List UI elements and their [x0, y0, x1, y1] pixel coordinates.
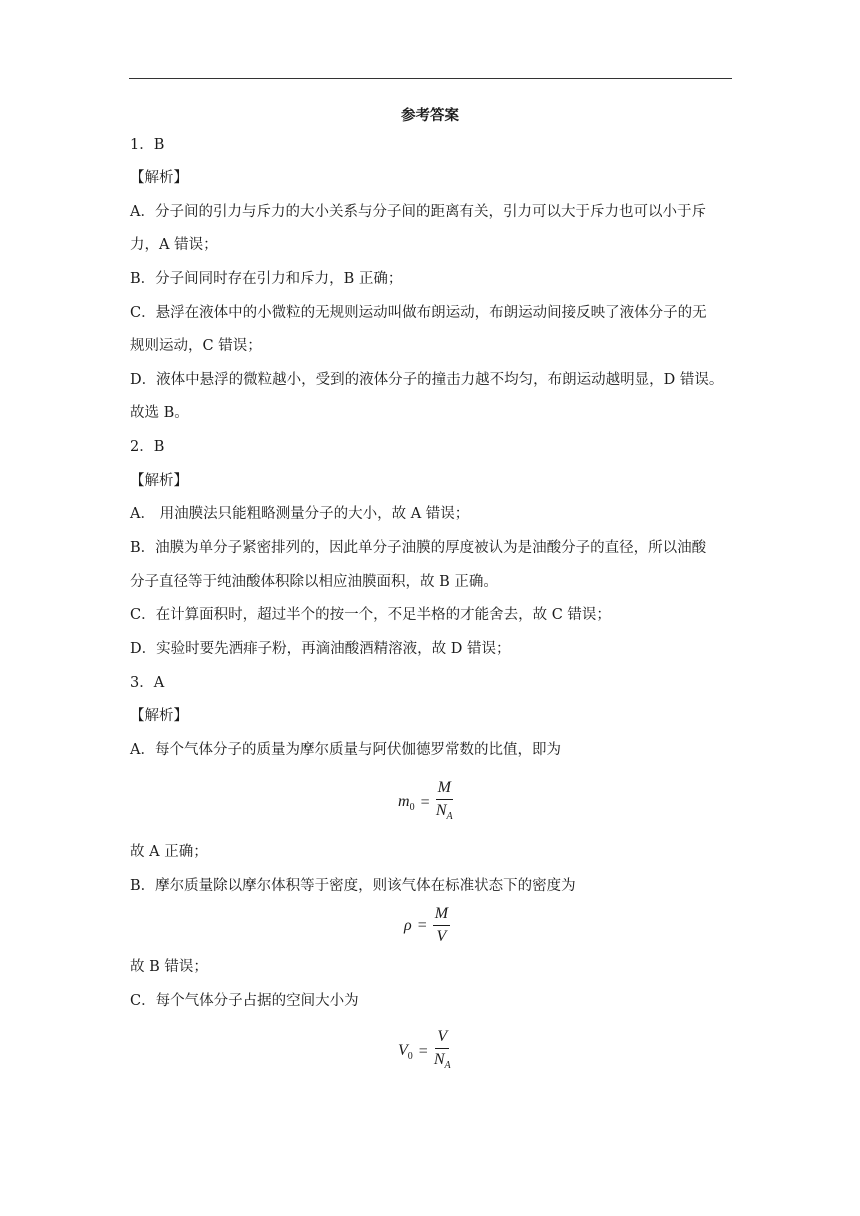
text-line: D．实验时要先洒痱子粉，再滴油酸酒精溶液，故 D 错误； — [130, 641, 511, 657]
text-line: B．油膜为单分子紧密排列的，因此单分子油膜的厚度被认为是油酸分子的直径，所以油酸 — [130, 540, 707, 556]
analysis-label: 【解析】 — [130, 708, 188, 724]
equation-density — [404, 904, 450, 947]
equation-lhs: $V_0$ — [398, 1041, 413, 1062]
equals-sign: = — [418, 1042, 428, 1060]
fraction — [433, 904, 450, 947]
denominator: $N_A$ — [433, 1051, 451, 1072]
text-line: C．在计算面积时，超过半个的按一个，不足半格的才能舍去，故 C 错误； — [130, 607, 611, 623]
equals-sign: = — [420, 793, 430, 811]
text-line: 分子直径等于纯油酸体积除以相应油膜面积，故 B 正确。 — [130, 574, 498, 590]
analysis-label: 【解析】 — [130, 170, 188, 186]
numerator: M — [433, 904, 450, 926]
fraction — [436, 778, 453, 827]
text-line: 故 B 错误； — [130, 959, 208, 975]
answer-3-heading: 3．A — [130, 675, 165, 691]
page-title: 参考答案 — [401, 108, 459, 124]
header-rule — [129, 78, 732, 79]
text-line: A．每个气体分子的质量为摩尔质量与阿伏伽德罗常数的比值，即为 — [130, 742, 561, 758]
text-line: 力，A 错误； — [130, 237, 218, 253]
text-line: 故 A 正确； — [130, 844, 208, 860]
numerator: M — [436, 778, 453, 800]
text-line: C．悬浮在液体中的小微粒的无规则运动叫做布朗运动，布朗运动间接反映了液体分子的无 — [130, 305, 707, 321]
text-line: 规则运动，C 错误； — [130, 338, 262, 354]
denominator: $N_A$ — [435, 802, 453, 823]
equals-sign: = — [417, 916, 427, 934]
text-line: A． 用油膜法只能粗略测量分子的大小，故 A 错误； — [130, 506, 470, 522]
equation-molecular-mass — [398, 778, 453, 827]
text-line: D．液体中悬浮的微粒越小，受到的液体分子的撞击力越不均匀，布朗运动越明显，D 错误。 — [130, 372, 724, 388]
text-line: 故选 B。 — [130, 405, 189, 421]
equation-molecular-volume — [398, 1027, 451, 1076]
equation-lhs: ρ — [404, 916, 412, 934]
text-line: A．分子间的引力与斥力的大小关系与分子间的距离有关，引力可以大于斥力也可以小于斥 — [130, 204, 706, 220]
equation-lhs: $m_0$ — [398, 792, 415, 813]
text-line: B．分子间同时存在引力和斥力，B 正确； — [130, 271, 403, 287]
text-line: B．摩尔质量除以摩尔体积等于密度，则该气体在标准状态下的密度为 — [130, 878, 576, 894]
text-line: C．每个气体分子占据的空间大小为 — [130, 993, 359, 1009]
fraction — [434, 1027, 451, 1076]
denominator: V — [436, 928, 447, 945]
analysis-label: 【解析】 — [130, 473, 188, 489]
numerator: V — [435, 1027, 449, 1049]
answer-1-heading: 1．B — [130, 137, 165, 153]
answer-2-heading: 2．B — [130, 439, 165, 455]
